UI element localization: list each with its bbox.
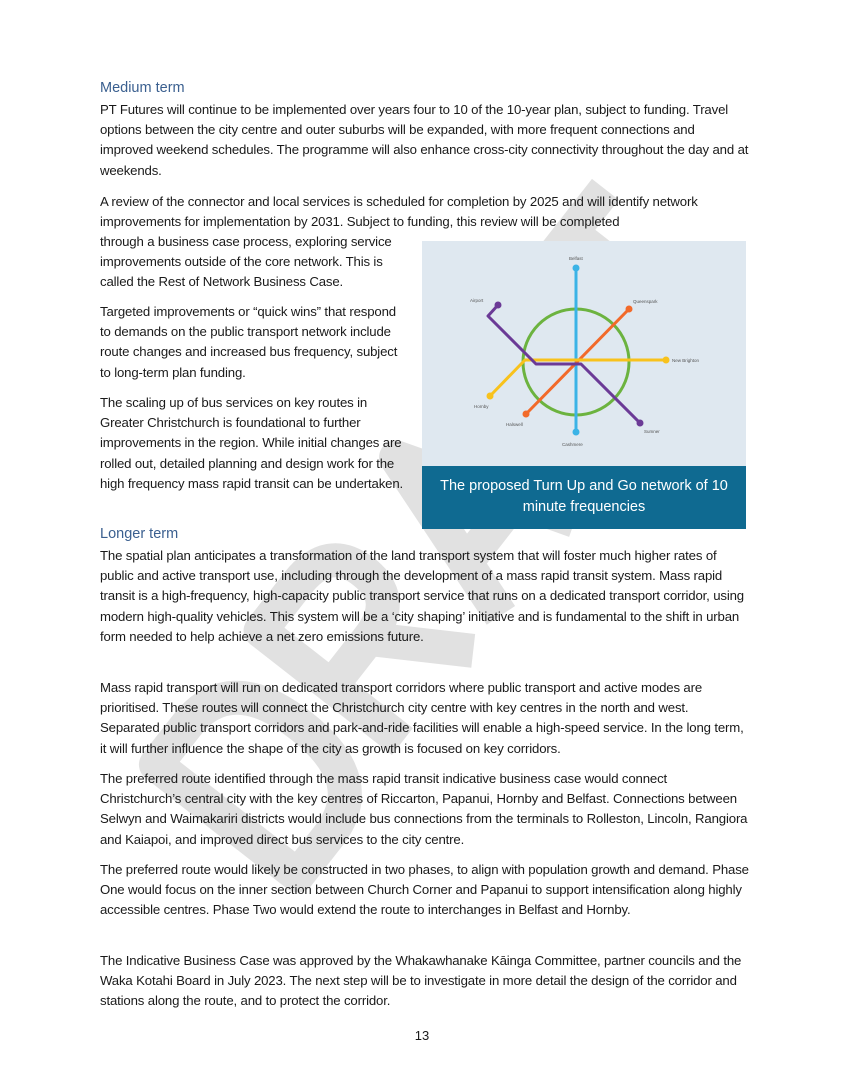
label-queenspark: Queenspark xyxy=(633,299,658,304)
turn-up-and-go-network-diagram xyxy=(422,241,746,466)
paragraph: PT Futures will continue to be implemented over years four to 10 of the 10-year plan, subject to funding. Travel options between the city centre and outer suburbs will be expanded, with more frequent connections and improved weekend schedules. The programme will also enhance cross-city connectivity throughout the day and at weekends. xyxy=(100,102,749,178)
paragraph: through a business case process, exploring service improvements outside of the core network. This is called the Rest of Network Business Case. xyxy=(100,234,392,290)
network-map-figure xyxy=(422,241,746,529)
paragraph: The preferred route would likely be constructed in two phases, to align with population growth and demand. Phase One would focus on the inner section between Church Corner and Papanui to support intensification along highly accessible centres. Phase Two would extend the route to interchanges in Belfast and Hornby. xyxy=(100,862,749,918)
label-hornby: Hornby xyxy=(474,404,489,409)
label-belfast: Belfast xyxy=(569,256,583,261)
label-halswell: Halswell xyxy=(506,422,523,427)
label-sumner: Sumner xyxy=(644,429,660,434)
section-heading-medium-term: Medium term xyxy=(100,80,185,96)
paragraph: The Indicative Business Case was approved by the Whakawhanake Kāinga Committee, partner councils and the Waka Kotahi Board in July 2023. The next step will be to investigate in more detail the design of the corridor and stations along the route, and to protect the corridor. xyxy=(100,953,742,1009)
paragraph: The preferred route identified through the mass rapid transit indicative business case would connect Christchurch’s central city with the key centres of Riccarton, Papanui, Hornby and Belfast. Connections between Selwyn and Waimakariri districts would include bus connections from the terminals to Rolleston, Lincoln, Rangiora and Kaiapoi, and improved direct bus services to the city centre. xyxy=(100,771,748,847)
figure-caption: The proposed Turn Up and Go network of 10 minute frequencies xyxy=(422,466,746,529)
paragraph: The scaling up of bus services on key routes in Greater Christchurch is foundational to further improvements in the region. While initial changes are rolled out, detailed planning and design work for the high frequency mass rapid transit can be undertaken. xyxy=(100,395,404,491)
label-new-brighton: New Brighton xyxy=(672,358,700,363)
label-cashmere: Cashmere xyxy=(562,442,583,447)
section-heading-longer-term: Longer term xyxy=(100,526,179,542)
paragraph: A review of the connector and local services is scheduled for completion by 2025 and will identify network improvements for implementation by 2031. Subject to funding, this review will be completed xyxy=(100,194,698,230)
paragraph: Mass rapid transport will run on dedicated transport corridors where public transport and active modes are prioritised. These routes will connect the Christchurch city centre with key centres in the north and west. Separated public transport corridors and park-and-ride facilities will enable a high-speed service. In the long term, it will further influence the shape of the city as growth is focused on key corridors. xyxy=(100,680,744,756)
paragraph: The spatial plan anticipates a transformation of the land transport system that will foster much higher rates of public and active transport use, including through the development of a mass rapid transit system. Mass rapid transit is a high-frequency, high-capacity public transport service that runs on a dedicated transport corridor, using modern high-quality vehicles. This system will be a ‘city shaping’ initiative and is fundamental to the shift in urban form needed to help achieve a net zero emissions future. xyxy=(100,548,744,644)
paragraph: Targeted improvements or “quick wins” that respond to demands on the public transport network include route changes and increased bus frequency, subject to long-term plan funding. xyxy=(100,304,398,380)
page-number: 13 xyxy=(414,1028,430,1043)
label-airport: Airport xyxy=(470,298,484,303)
